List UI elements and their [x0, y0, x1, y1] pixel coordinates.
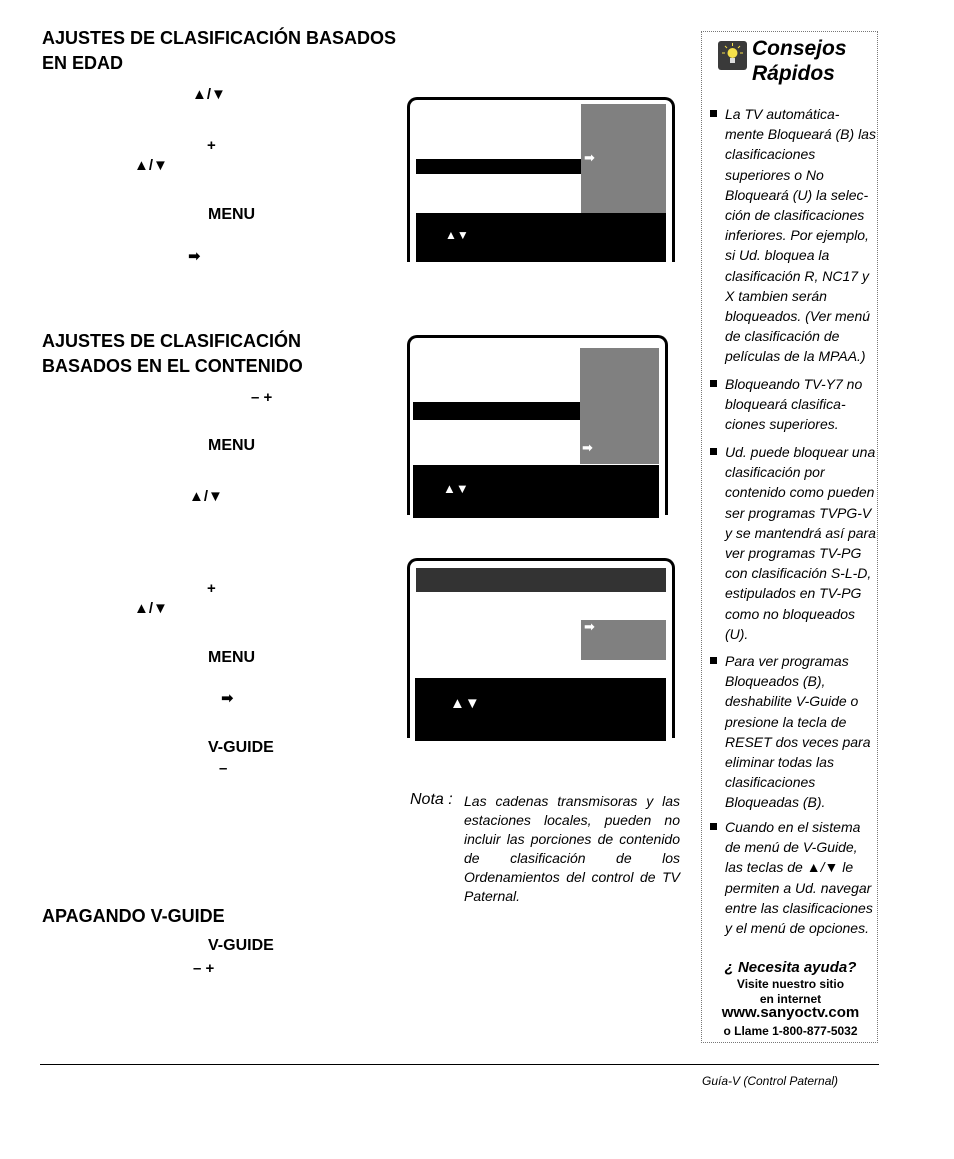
arrow-key: ➡	[188, 248, 201, 265]
bullet-square-icon	[710, 657, 717, 664]
screen-nav-icon: ▲▼	[445, 228, 469, 242]
menu-key: MENU	[208, 206, 256, 223]
section-title-age	[42, 26, 396, 76]
tip-text: Para ver programas Bloqueados (B), deshabilite V-Guide o presione la tecla de RESET dos veces para eliminar todas las clasificaciones Bloqueadas (B).	[725, 653, 871, 811]
tip-text: Bloqueando TV-Y7 no bloqueará clasifica-ciones superiores.	[725, 376, 863, 433]
note-text: Las cadenas transmisoras y las estaciones locales, pueden no incluir las porciones de contenido de clasificación de los Ordenamientos del control de TV Paternal.	[464, 793, 680, 904]
v-guide-key: V-GUIDE	[208, 937, 274, 954]
section-title-age-line1: AJUSTES DE CLASIFICACIÓN BASADOS	[42, 28, 397, 48]
screen-arrow-icon: ➡	[584, 619, 595, 634]
screen-nav-icon: ▲▼	[450, 695, 480, 712]
minus-key: –	[219, 760, 228, 777]
footer-rule	[40, 1064, 879, 1065]
section-title-content-line2: BASADOS EN EL CONTENIDO	[42, 356, 303, 376]
up-down-key: ▲/▼	[134, 157, 168, 174]
bullet-square-icon	[710, 110, 717, 117]
up-down-key: ▲/▼	[134, 600, 168, 617]
v-guide-key: V-GUIDE	[208, 739, 274, 756]
help-phone: o Llame 1-800-877-5032	[723, 1024, 858, 1038]
screen-nav-icon: ▲▼	[443, 481, 469, 496]
tip-text: Cuando en el sistema de menú de V-Guide, las teclas de ▲/▼ le permiten a Ud. navegar entre las clasificaciones y el menú de opciones.	[725, 819, 873, 937]
footer-caption: Guía-V (Control Paternal)	[702, 1074, 839, 1088]
tv-screen-2	[407, 335, 668, 515]
screen-highlight-bar	[413, 402, 580, 420]
screen-arrow-icon: ➡	[582, 440, 593, 455]
tip-text: La TV automática-mente Bloqueará (B) las clasificaciones superiores o No Bloqueará (U) la selec-ción de clasificaciones inferiores. Por ejemplo, si Ud. bloquea la clasificación R, NC17 y X tambien serán bloqueados. (Ver menú de clasificación de películas de la MPAA.)	[725, 106, 876, 365]
minus-plus-key: – +	[193, 960, 215, 977]
quick-tips-sidebar	[701, 31, 878, 1043]
help-visit-line2: en internet	[759, 992, 822, 1006]
tv-screen-1	[407, 97, 675, 262]
help-visit-line1: Visite nuestro sitio	[736, 977, 845, 991]
bullet-square-icon	[710, 448, 717, 455]
menu-key: MENU	[208, 437, 256, 454]
help-url: www.sanyoctv.com	[721, 1004, 860, 1021]
note-label: Nota :	[410, 791, 453, 808]
help-question: ¿ Necesita ayuda?	[724, 959, 857, 976]
tv-screen-3	[407, 558, 675, 738]
plus-key: +	[207, 137, 216, 154]
lightbulb-icon	[718, 41, 747, 70]
screen-arrow-icon: ➡	[584, 150, 595, 165]
minus-plus-key: – +	[251, 389, 273, 406]
arrow-key: ➡	[221, 690, 234, 707]
section-title-content	[42, 329, 303, 379]
up-down-key: ▲/▼	[189, 488, 223, 505]
quick-tips-title	[752, 36, 847, 86]
quick-tips-title-line2: Rápidos	[752, 62, 835, 85]
tip-text: Ud. puede bloquear una clasificación por contenido como pueden ser programas TVPG-V y se mantendrá así para ver programas TV-PG con clasificación S-L-D, estipulados en TV-PG como no bloqueados (U).	[725, 444, 876, 642]
screen-title-bar	[416, 568, 666, 592]
section-title-off: APAGANDO V-GUIDE	[42, 906, 225, 926]
section-title-age-line2: EN EDAD	[42, 53, 124, 73]
screen-highlight-bar	[416, 159, 581, 174]
section-title-content-line1: AJUSTES DE CLASIFICACIÓN	[42, 331, 302, 351]
bullet-square-icon	[710, 823, 717, 830]
plus-key: +	[207, 580, 216, 597]
bullet-square-icon	[710, 380, 717, 387]
menu-key: MENU	[208, 649, 256, 666]
up-down-key: ▲/▼	[192, 86, 226, 103]
quick-tips-title-line1: Consejos	[752, 37, 847, 60]
